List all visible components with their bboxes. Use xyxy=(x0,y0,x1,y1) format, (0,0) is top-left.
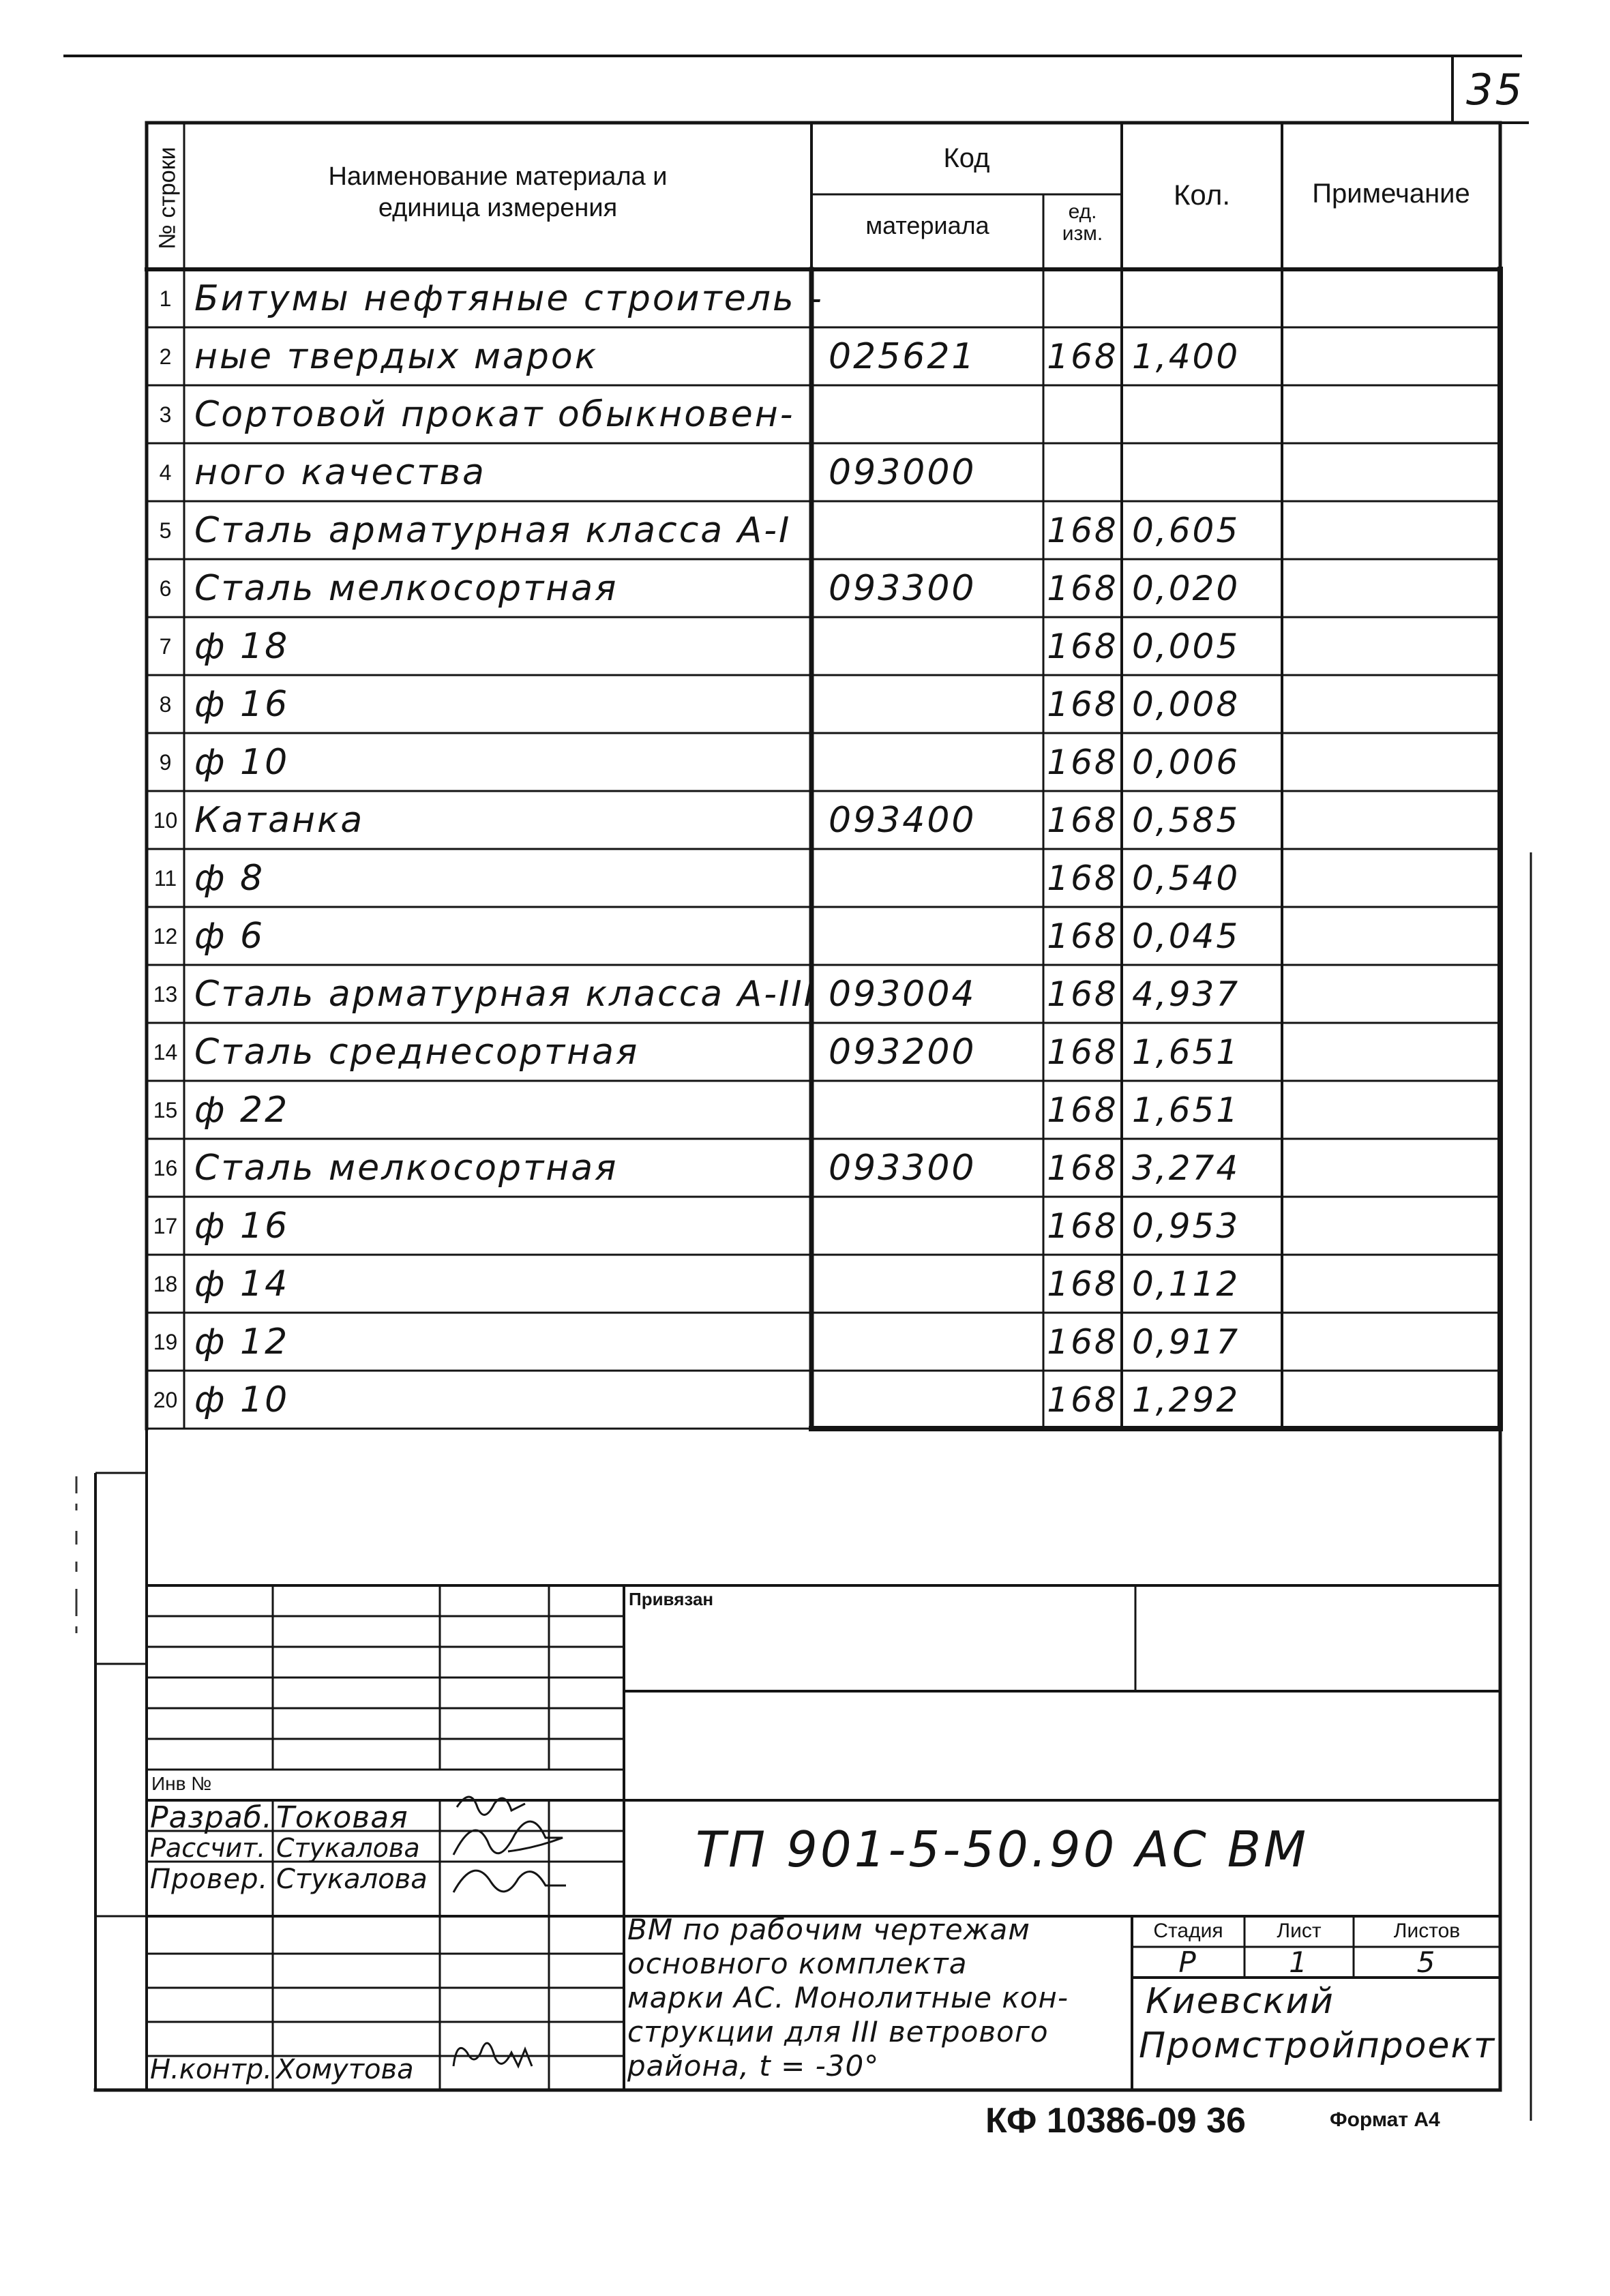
row-number: 10 xyxy=(153,808,178,833)
material-name: ф 16 xyxy=(194,1206,290,1247)
header-unit xyxy=(1043,201,1122,245)
header-row-number-cell xyxy=(154,131,181,265)
quantity: 0,585 xyxy=(1132,801,1240,840)
header-row-number: № строки xyxy=(154,146,181,250)
sheets-label: Листов xyxy=(1393,1920,1461,1942)
quantity: 0,006 xyxy=(1132,743,1240,782)
signature-nkontr xyxy=(453,2043,532,2066)
document-description xyxy=(627,1913,1129,2083)
material-code: 093000 xyxy=(829,452,977,493)
name-razrab: Токовая xyxy=(276,1800,408,1835)
material-name: Сортовой прокат обыкновен- xyxy=(194,394,795,435)
row-number: 6 xyxy=(159,576,172,601)
material-code: 093004 xyxy=(829,974,977,1015)
format-label: Формат А4 xyxy=(1330,2108,1440,2131)
name-rasschit: Стукалова xyxy=(276,1833,420,1863)
header-code: Код xyxy=(943,143,990,173)
row-number: 14 xyxy=(153,1040,178,1064)
material-name: ф 10 xyxy=(194,742,290,783)
unit-code: 168 xyxy=(1047,1380,1118,1420)
unit-code: 168 xyxy=(1047,1148,1118,1188)
material-name: ф 16 xyxy=(194,684,290,725)
row-number: 3 xyxy=(159,402,172,427)
organization-line1: Киевский xyxy=(1146,1981,1335,2022)
header-note: Примечание xyxy=(1312,179,1470,209)
quantity: 0,005 xyxy=(1132,627,1240,666)
row-number: 12 xyxy=(153,924,178,949)
unit-code: 168 xyxy=(1047,569,1118,608)
document-code: ТП 901-5-50.90 АС ВМ xyxy=(696,1821,1309,1878)
material-name: ф 22 xyxy=(194,1090,290,1131)
header-material: материала xyxy=(865,211,989,239)
unit-code: 168 xyxy=(1047,974,1118,1014)
role-rasschit: Рассчит. xyxy=(150,1833,266,1863)
description-line: района, t = -30° xyxy=(627,2049,880,2083)
quantity: 0,917 xyxy=(1132,1322,1240,1362)
material-name: ного качества xyxy=(194,452,486,493)
quantity: 0,605 xyxy=(1132,511,1240,550)
material-name: ф 18 xyxy=(194,626,290,667)
material-code: 093300 xyxy=(829,568,977,609)
unit-code: 168 xyxy=(1047,1206,1118,1246)
material-code: 093200 xyxy=(829,1032,977,1073)
description-line: марки АС. Монолитные кон- xyxy=(627,1981,1069,2014)
role-razrab: Разраб. xyxy=(150,1800,273,1835)
quantity: 1,651 xyxy=(1132,1032,1240,1072)
material-name: ные твердых марок xyxy=(194,336,599,377)
row-number: 17 xyxy=(153,1214,178,1238)
unit-code: 168 xyxy=(1047,859,1118,898)
role-nkontr: Н.контр. xyxy=(150,2054,272,2085)
name-nkontr: Хомутова xyxy=(276,2054,414,2085)
sheets-value: 5 xyxy=(1416,1945,1437,1979)
unit-code: 168 xyxy=(1047,916,1118,956)
quantity: 0,112 xyxy=(1132,1264,1240,1304)
row-number: 4 xyxy=(159,460,172,485)
material-name: Сталь арматурная класса А-I xyxy=(194,510,792,551)
description-line: струкции для III ветрового xyxy=(627,2015,1049,2048)
row-number: 8 xyxy=(159,692,172,717)
material-name: ф 12 xyxy=(194,1322,290,1362)
header-unit-line1: ед. xyxy=(1068,200,1097,223)
material-name: Катанка xyxy=(194,800,365,841)
quantity: 1,651 xyxy=(1132,1090,1240,1130)
unit-code: 168 xyxy=(1047,1264,1118,1304)
archive-code: КФ 10386-09 36 xyxy=(985,2101,1246,2141)
material-code: 093300 xyxy=(829,1148,977,1189)
material-name: ф 6 xyxy=(194,916,265,957)
row-number: 16 xyxy=(153,1156,178,1180)
unit-code: 168 xyxy=(1047,1032,1118,1072)
name-prover: Стукалова xyxy=(276,1864,428,1895)
header-name xyxy=(184,161,811,224)
sheet-value: 1 xyxy=(1289,1945,1309,1979)
sheet-number: 35 xyxy=(1466,65,1524,115)
material-code: 093400 xyxy=(829,800,977,841)
unit-code: 168 xyxy=(1047,685,1118,724)
row-number: 15 xyxy=(153,1098,178,1122)
attached-label: Привязан xyxy=(629,1589,714,1609)
unit-code: 168 xyxy=(1047,1322,1118,1362)
unit-code: 168 xyxy=(1047,511,1118,550)
signature-rasschit xyxy=(453,1821,563,1855)
row-number: 5 xyxy=(159,518,172,543)
quantity: 0,008 xyxy=(1132,685,1240,724)
material-name: ф 8 xyxy=(194,858,265,899)
quantity: 1,292 xyxy=(1132,1380,1240,1420)
quantity: 0,020 xyxy=(1132,569,1240,608)
header-qty: Кол. xyxy=(1173,179,1231,211)
row-number: 7 xyxy=(159,634,172,659)
quantity: 4,937 xyxy=(1132,974,1240,1014)
material-code: 025621 xyxy=(829,336,977,377)
unit-code: 168 xyxy=(1047,743,1118,782)
row-number: 13 xyxy=(153,982,178,1007)
header-unit-line2: изм. xyxy=(1062,222,1103,245)
row-number: 20 xyxy=(153,1388,178,1412)
quantity: 0,953 xyxy=(1132,1206,1240,1246)
inv-label: Инв № xyxy=(151,1773,212,1794)
header-name-line1: Наименование материала и xyxy=(328,162,668,191)
sheet-label: Лист xyxy=(1277,1920,1322,1942)
quantity: 0,045 xyxy=(1132,916,1240,956)
role-prover: Провер. xyxy=(150,1864,269,1895)
material-name: ф 14 xyxy=(194,1264,290,1304)
row-number: 11 xyxy=(153,866,177,891)
unit-code: 168 xyxy=(1047,801,1118,840)
description-line: основного комплекта xyxy=(627,1947,968,1980)
unit-code: 168 xyxy=(1047,1090,1118,1130)
material-name: Сталь мелкосортная xyxy=(194,568,618,609)
row-number: 19 xyxy=(153,1330,178,1354)
material-name: Сталь арматурная класса А-III xyxy=(194,974,817,1015)
row-number: 1 xyxy=(159,286,172,311)
material-name: Сталь среднесортная xyxy=(194,1032,640,1073)
stage-label: Стадия xyxy=(1153,1920,1223,1942)
unit-code: 168 xyxy=(1047,337,1118,376)
header-name-line2: единица измерения xyxy=(378,194,618,222)
row-number: 2 xyxy=(159,344,172,369)
row-number: 9 xyxy=(159,750,172,775)
material-name: Битумы нефтяные строитель - xyxy=(194,278,824,319)
quantity: 0,540 xyxy=(1132,859,1240,898)
row-number: 18 xyxy=(153,1272,178,1296)
stage-value: Р xyxy=(1178,1945,1198,1979)
organization-line2: Промстройпроект xyxy=(1139,2025,1496,2066)
quantity: 1,400 xyxy=(1132,337,1240,376)
material-name: Сталь мелкосортная xyxy=(194,1148,618,1189)
unit-code: 168 xyxy=(1047,627,1118,666)
description-line: ВМ по рабочим чертежам xyxy=(627,1913,1030,1946)
quantity: 3,274 xyxy=(1132,1148,1240,1188)
material-name: ф 10 xyxy=(194,1380,290,1420)
